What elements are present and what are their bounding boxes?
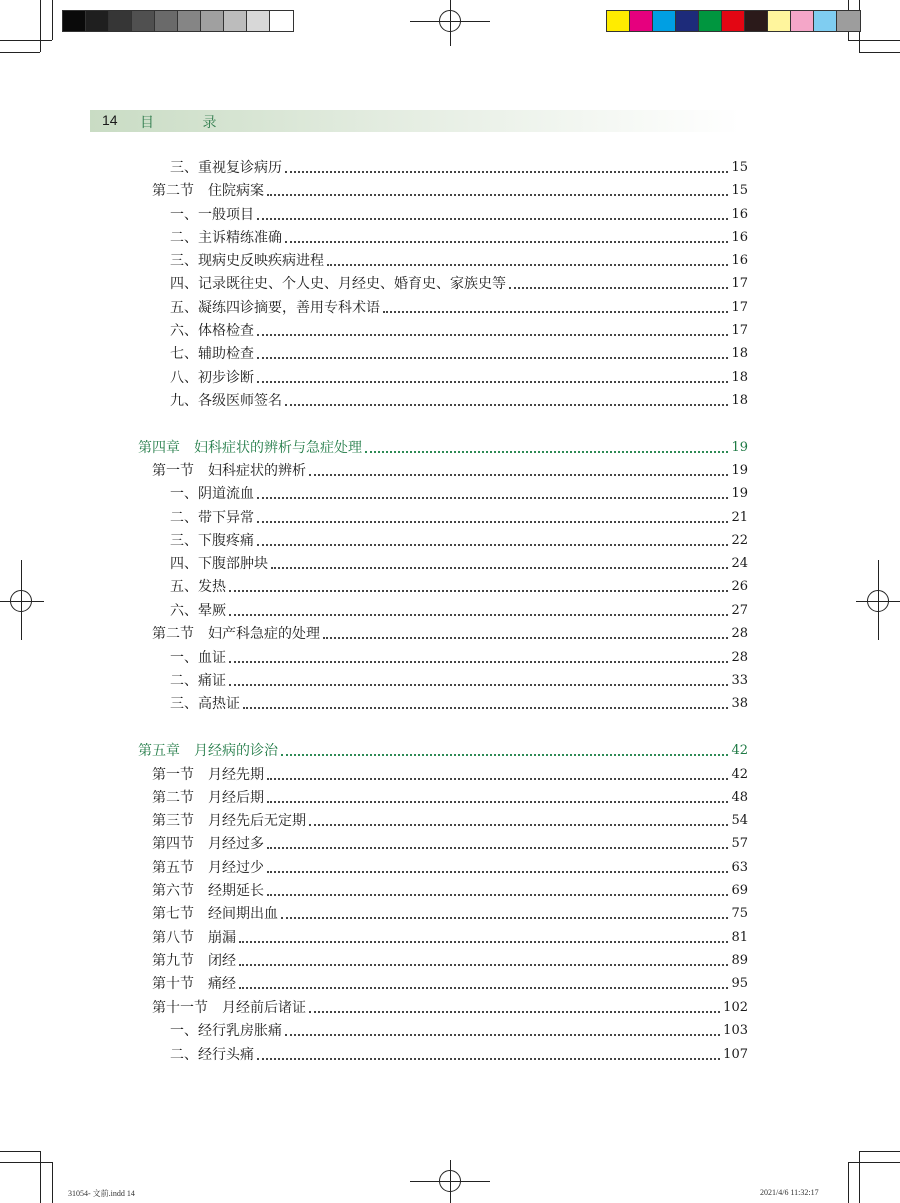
crop-mark-bottom-left-h2 [0,1151,40,1152]
toc-page-number: 17 [731,276,748,291]
toc-entry-title: 一、经行乳房胀痛 [170,1023,282,1039]
toc-page-number: 42 [731,767,748,782]
toc-entry-title: 五、凝练四诊摘要，善用专科术语 [170,300,380,316]
toc-entry-title: 二、主诉精练准确 [170,230,282,246]
toc-item-entry[interactable] [170,671,748,691]
gray-swatch [224,11,247,31]
toc-page-number: 24 [731,556,748,571]
toc-page-number: 48 [731,790,748,805]
toc-page-number: 95 [731,976,748,991]
gray-swatch [270,11,293,31]
toc-leader-dots [257,543,728,546]
toc-leader-dots [309,1010,720,1013]
toc-leader-dots [257,1057,720,1060]
toc-page-number: 54 [731,813,748,828]
toc-leader-dots [229,660,728,663]
toc-entry-title: 二、经行头痛 [170,1047,254,1063]
toc-entry-title: 七、辅助检查 [170,346,254,362]
toc-entry-title: 第七节 经间期出血 [152,906,278,922]
gray-swatch [201,11,224,31]
toc-page-number: 38 [731,696,748,711]
gray-swatch [178,11,201,31]
crop-mark-bottom-right-h2 [859,1151,900,1152]
toc-leader-dots [257,356,728,359]
toc-page-number: 21 [731,510,748,525]
toc-page-number: 57 [731,836,748,851]
toc-page-number: 15 [731,160,748,175]
toc-leader-dots [267,777,728,780]
toc-entry-title: 六、体格检查 [170,323,254,339]
color-swatch [699,11,722,31]
color-swatch [676,11,699,31]
toc-entry-title: 四、记录既往史、个人史、月经史、婚育史、家族史等 [170,276,506,292]
toc-leader-dots [257,217,728,220]
toc-entry-title: 第二节 月经后期 [152,790,264,806]
toc-page-number: 17 [731,323,748,338]
toc-page-number: 16 [731,230,748,245]
toc-entry-title: 第四章 妇科症状的辨析与急症处理 [138,440,362,456]
toc-item-entry[interactable] [170,694,748,714]
toc-page-number: 42 [731,743,748,758]
toc-page-number: 26 [731,579,748,594]
toc-item-entry[interactable] [170,228,748,248]
toc-item-entry[interactable] [170,554,748,574]
toc-entry-title: 第三节 月经先后无定期 [152,813,306,829]
toc-entry-title: 一、阴道流血 [170,486,254,502]
color-swatch [814,11,837,31]
color-swatch [630,11,653,31]
toc-entry-title: 第六节 经期延长 [152,883,264,899]
toc-item-entry[interactable] [170,531,748,551]
toc-page-number: 81 [731,930,748,945]
toc-entry-title: 第八节 崩漏 [152,930,236,946]
toc-item-entry[interactable] [170,158,748,178]
crop-mark-bottom-left-h [0,1162,52,1163]
crop-mark-top-right-h2 [859,52,900,53]
toc-leader-dots [281,753,728,756]
toc-entry-title: 八、初步诊断 [170,370,254,386]
color-swatch [653,11,676,31]
color-swatch [607,11,630,31]
gray-swatch [109,11,132,31]
toc-leader-dots [229,683,728,686]
toc-item-entry[interactable] [170,508,748,528]
toc-entry-title: 一、一般项目 [170,207,254,223]
color-swatch [722,11,745,31]
crop-mark-top-left-h2 [0,52,40,53]
toc-section-entry[interactable] [152,624,748,644]
toc-item-entry[interactable] [170,391,748,411]
gray-swatch [63,11,86,31]
toc-leader-dots [267,846,728,849]
crop-mark-bottom-left-v2 [52,1162,53,1203]
toc-page-number: 28 [731,626,748,641]
toc-page-number: 63 [731,860,748,875]
toc-leader-dots [229,613,728,616]
toc-page-number: 17 [731,300,748,315]
toc-leader-dots [257,496,728,499]
toc-page-number: 22 [731,533,748,548]
color-swatch [837,11,860,31]
toc-leader-dots [323,636,728,639]
toc-leader-dots [257,520,728,523]
toc-section-entry[interactable] [152,788,748,808]
toc-section-entry[interactable] [152,765,748,785]
toc-entry-title: 第一节 月经先期 [152,767,264,783]
toc-section-entry[interactable] [152,858,748,878]
toc-page-number: 103 [723,1023,748,1038]
toc-page-number: 75 [731,906,748,921]
toc-leader-dots [285,1033,720,1036]
toc-entry-title: 第二节 住院病案 [152,183,264,199]
toc-page-number: 18 [731,346,748,361]
toc-section-entry[interactable] [152,811,748,831]
toc-section-entry[interactable] [152,181,748,201]
toc-leader-dots [239,940,728,943]
gray-swatch [155,11,178,31]
toc-section-entry[interactable] [152,881,748,901]
footer-file-slug: 31054- 文前.indd 14 [68,1189,135,1198]
toc-item-entry[interactable] [170,484,748,504]
toc-item-entry[interactable] [170,1021,748,1041]
toc-leader-dots [229,589,728,592]
toc-item-entry[interactable] [170,298,748,318]
toc-item-entry[interactable] [170,368,748,388]
toc-chapter-entry[interactable] [138,741,748,761]
toc-item-entry[interactable] [170,251,748,271]
toc-leader-dots [267,870,728,873]
toc-page-number: 33 [731,673,748,688]
toc-leader-dots [309,473,728,476]
toc-leader-dots [383,310,728,313]
toc-leader-dots [257,380,728,383]
toc-entry-title: 第九节 闭经 [152,953,236,969]
crop-mark-top-left-h [0,40,52,41]
toc-leader-dots [285,170,728,173]
toc-leader-dots [327,263,728,266]
page-header [90,110,740,132]
toc-entry-title: 第二节 妇产科急症的处理 [152,626,320,642]
crop-mark-bottom-right-v [859,1151,860,1203]
toc-page-number: 19 [731,486,748,501]
toc-entry-title: 六、晕厥 [170,603,226,619]
toc-item-entry[interactable] [170,205,748,225]
gray-swatch [132,11,155,31]
toc-item-entry[interactable] [170,344,748,364]
toc-page-number: 102 [723,1000,748,1015]
toc-page-number: 107 [723,1047,748,1062]
toc-leader-dots [239,963,728,966]
toc-leader-dots [509,286,728,289]
toc-leader-dots [285,403,728,406]
toc-page-number: 69 [731,883,748,898]
toc-page-number: 19 [731,463,748,478]
toc-entry-title: 第一节 妇科症状的辨析 [152,463,306,479]
toc-section-entry[interactable] [152,951,748,971]
footer-timestamp: 2021/4/6 11:32:17 [760,1188,819,1197]
toc-page-number: 28 [731,650,748,665]
toc-leader-dots [243,706,728,709]
crop-mark-bottom-right-h [848,1162,900,1163]
toc-item-entry[interactable] [170,601,748,621]
crop-mark-bottom-left-v [40,1151,41,1203]
toc-entry-title: 一、血证 [170,650,226,666]
toc-leader-dots [285,240,728,243]
toc-entry-title: 第五章 月经病的诊治 [138,743,278,759]
cmyk-color-bar [606,10,861,32]
toc-page-number: 15 [731,183,748,198]
toc-entry-title: 九、各级医师签名 [170,393,282,409]
toc-entry-title: 三、高热证 [170,696,240,712]
grayscale-color-bar [62,10,294,32]
toc-entry-title: 第十节 痛经 [152,976,236,992]
toc-leader-dots [281,916,728,919]
toc-entry-title: 第十一节 月经前后诸证 [152,1000,306,1016]
toc-page-number: 89 [731,953,748,968]
gray-swatch [86,11,109,31]
toc-leader-dots [267,800,728,803]
toc-entry-title: 第四节 月经过多 [152,836,264,852]
toc-section-entry[interactable] [152,461,748,481]
toc-leader-dots [271,566,728,569]
toc-section-entry[interactable] [152,998,748,1018]
toc-leader-dots [309,823,728,826]
toc-leader-dots [239,986,728,989]
toc-item-entry[interactable] [170,321,748,341]
color-swatch [768,11,791,31]
crop-mark-top-right-h [848,40,900,41]
toc-page-number: 16 [731,253,748,268]
toc-item-entry[interactable] [170,577,748,597]
toc-page-number: 19 [731,440,748,455]
crop-mark-bottom-right-v2 [848,1162,849,1203]
gray-swatch [247,11,270,31]
crop-mark-top-left-v2 [52,0,53,40]
color-swatch [745,11,768,31]
toc-entry-title: 二、痛证 [170,673,226,689]
toc-page-number: 18 [731,370,748,385]
toc-section-entry[interactable] [152,834,748,854]
toc-section-entry[interactable] [152,928,748,948]
crop-mark-top-left-v [40,0,41,52]
toc-entry-title: 五、发热 [170,579,226,595]
toc-leader-dots [267,193,728,196]
toc-page-number: 27 [731,603,748,618]
toc-item-entry[interactable] [170,1045,748,1065]
toc-entry-title: 三、现病史反映疾病进程 [170,253,324,269]
toc-section-entry[interactable] [152,974,748,994]
toc-section-entry[interactable] [152,904,748,924]
toc-item-entry[interactable] [170,648,748,668]
page-number: 14 [102,112,118,128]
toc-page-number: 16 [731,207,748,222]
toc-page-number: 18 [731,393,748,408]
toc-leader-dots [365,450,728,453]
toc-entry-title: 三、下腹疼痛 [170,533,254,549]
toc-entry-title: 二、带下异常 [170,510,254,526]
page-title: 目 录 [140,115,239,131]
toc-item-entry[interactable] [170,274,748,294]
toc-chapter-entry[interactable] [138,438,748,458]
toc-entry-title: 三、重视复诊病历 [170,160,282,176]
toc-entry-title: 第五节 月经过少 [152,860,264,876]
toc-leader-dots [267,893,728,896]
color-swatch [791,11,814,31]
toc-entry-title: 四、下腹部肿块 [170,556,268,572]
toc-leader-dots [257,333,728,336]
